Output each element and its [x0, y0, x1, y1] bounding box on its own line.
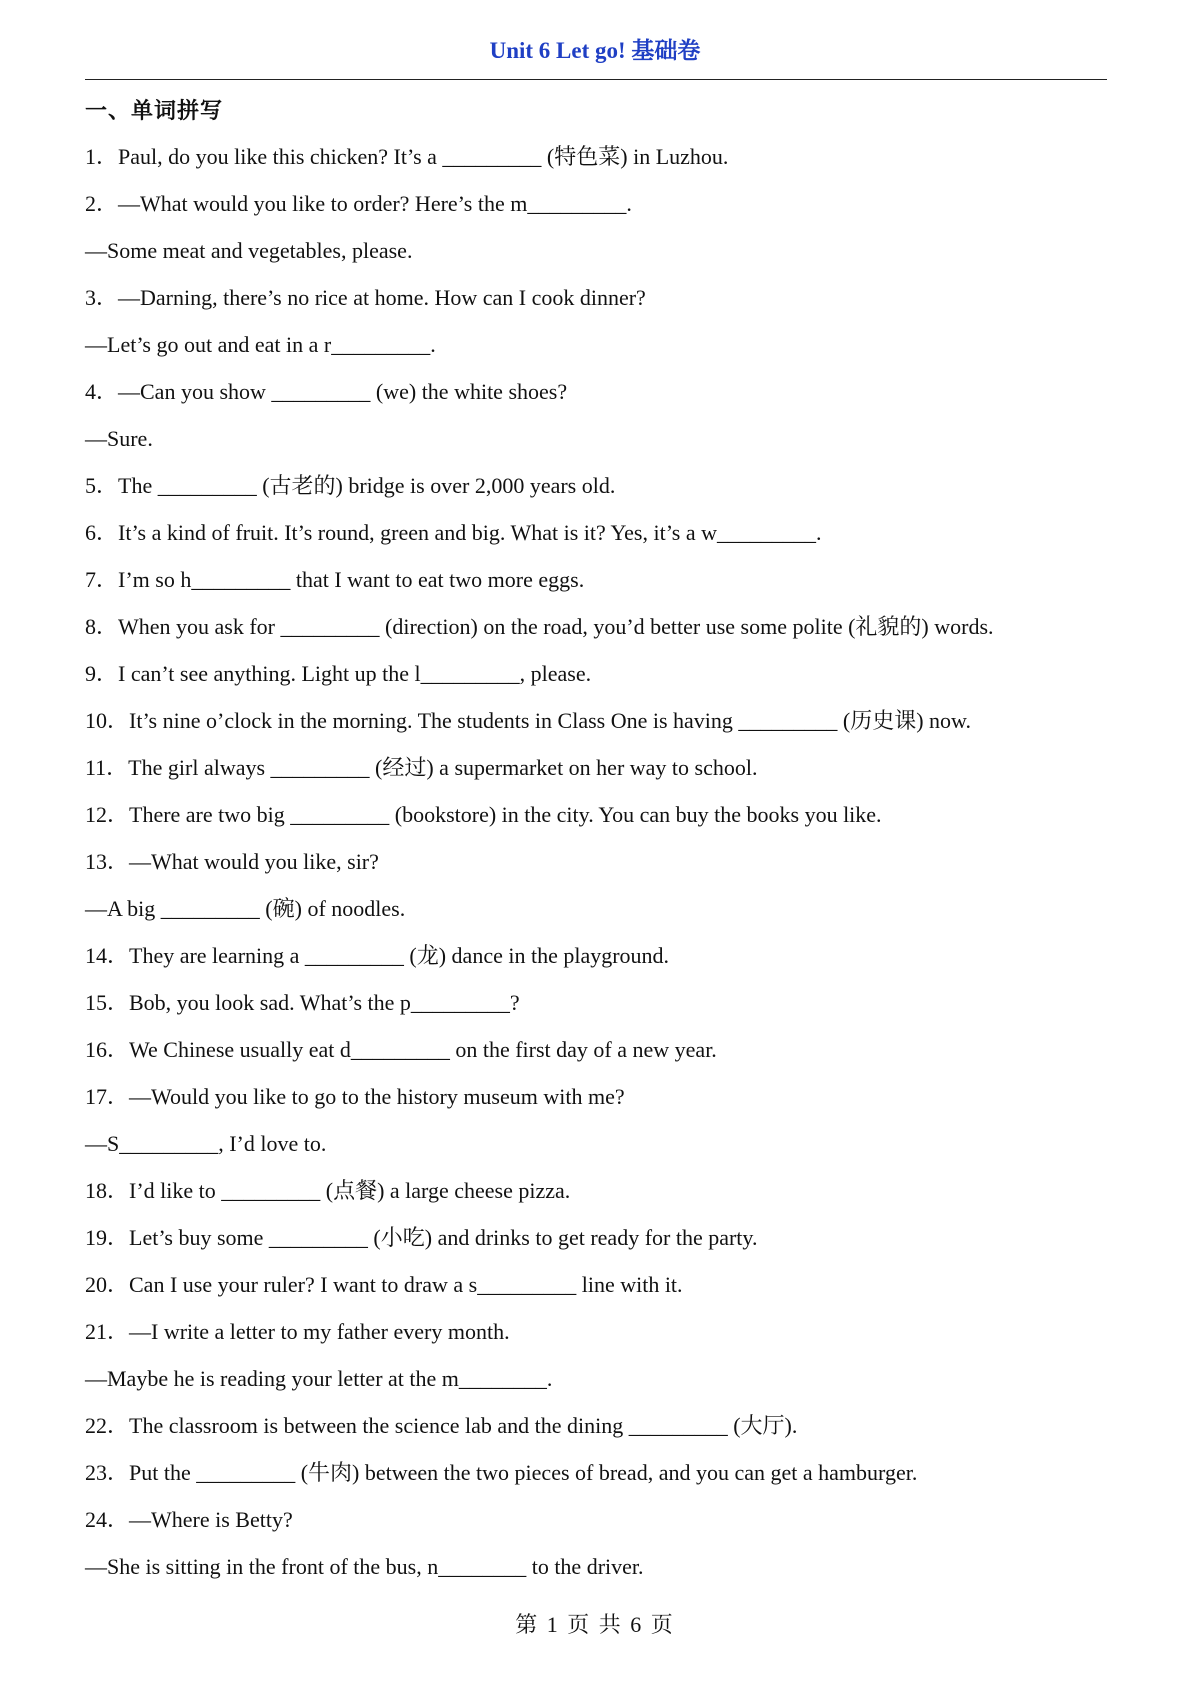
question-line: 7．I’m so h_________ that I want to eat two more eggs.	[85, 567, 585, 592]
question-line: 15．Bob, you look sad. What’s the p_________?	[85, 990, 520, 1015]
question-line: 19．Let’s buy some _________ (小吃) and drinks to get ready for the party.	[85, 1225, 758, 1250]
question-line: 14．They are learning a _________ (龙) dance in the playground.	[85, 943, 670, 968]
question-line: 22．The classroom is between the science lab and the dining _________ (大厅).	[85, 1413, 798, 1438]
header-divider	[85, 79, 1107, 80]
answer-line: —S_________, I’d love to.	[85, 1131, 327, 1156]
question-line: 13．—What would you like, sir?	[85, 849, 379, 874]
question-line: 23．Put the _________ (牛肉) between the two pieces of bread, and you can get a hamburger.	[85, 1460, 918, 1485]
question-line: 2．—What would you like to order? Here’s the m_________.	[85, 191, 632, 216]
question-line: 12．There are two big _________ (bookstore) in the city. You can buy the books you like.	[85, 802, 882, 827]
question-line: 18．I’d like to _________ (点餐) a large cheese pizza.	[85, 1178, 571, 1203]
question-line: 9．I can’t see anything. Light up the l_________, please.	[85, 661, 592, 686]
question-line: 5．The _________ (古老的) bridge is over 2,000 years old.	[85, 473, 616, 498]
question-line: 17．—Would you like to go to the history museum with me?	[85, 1084, 625, 1109]
question-line: 3．—Darning, there’s no rice at home. How can I cook dinner?	[85, 285, 646, 310]
answer-line: —Some meat and vegetables, please.	[85, 238, 413, 263]
answer-line: —A big _________ (碗) of noodles.	[85, 896, 406, 921]
answer-line: —Maybe he is reading your letter at the m________.	[85, 1366, 553, 1391]
question-line: 24．—Where is Betty?	[85, 1507, 293, 1532]
page-title: Unit 6 Let go! 基础卷	[489, 38, 701, 63]
section-heading: 一、单词拼写	[85, 99, 224, 124]
answer-line: —She is sitting in the front of the bus, n________ to the driver.	[85, 1554, 644, 1579]
question-line: 21．—I write a letter to my father every month.	[85, 1319, 510, 1344]
question-line: 11．The girl always _________ (经过) a supermarket on her way to school.	[85, 755, 758, 780]
question-list	[85, 137, 1125, 1594]
question-line: 8．When you ask for _________ (direction) on the road, you’d better use some polite (礼貌的) words.	[85, 614, 994, 639]
question-line: 20．Can I use your ruler? I want to draw a s_________ line with it.	[85, 1272, 683, 1297]
question-line: 10．It’s nine o’clock in the morning. The students in Class One is having _________ (历史课) now.	[85, 708, 972, 733]
page-footer: 第 1 页 共 6 页	[515, 1612, 675, 1637]
answer-line: —Sure.	[85, 426, 153, 451]
question-line: 16．We Chinese usually eat d_________ on the first day of a new year.	[85, 1037, 717, 1062]
question-line: 4．—Can you show _________ (we) the white shoes?	[85, 379, 568, 404]
question-line: 6．It’s a kind of fruit. It’s round, green and big. What is it? Yes, it’s a w_________.	[85, 520, 822, 545]
answer-line: —Let’s go out and eat in a r_________.	[85, 332, 436, 357]
question-line: 1．Paul, do you like this chicken? It’s a _________ (特色菜) in Luzhou.	[85, 144, 729, 169]
